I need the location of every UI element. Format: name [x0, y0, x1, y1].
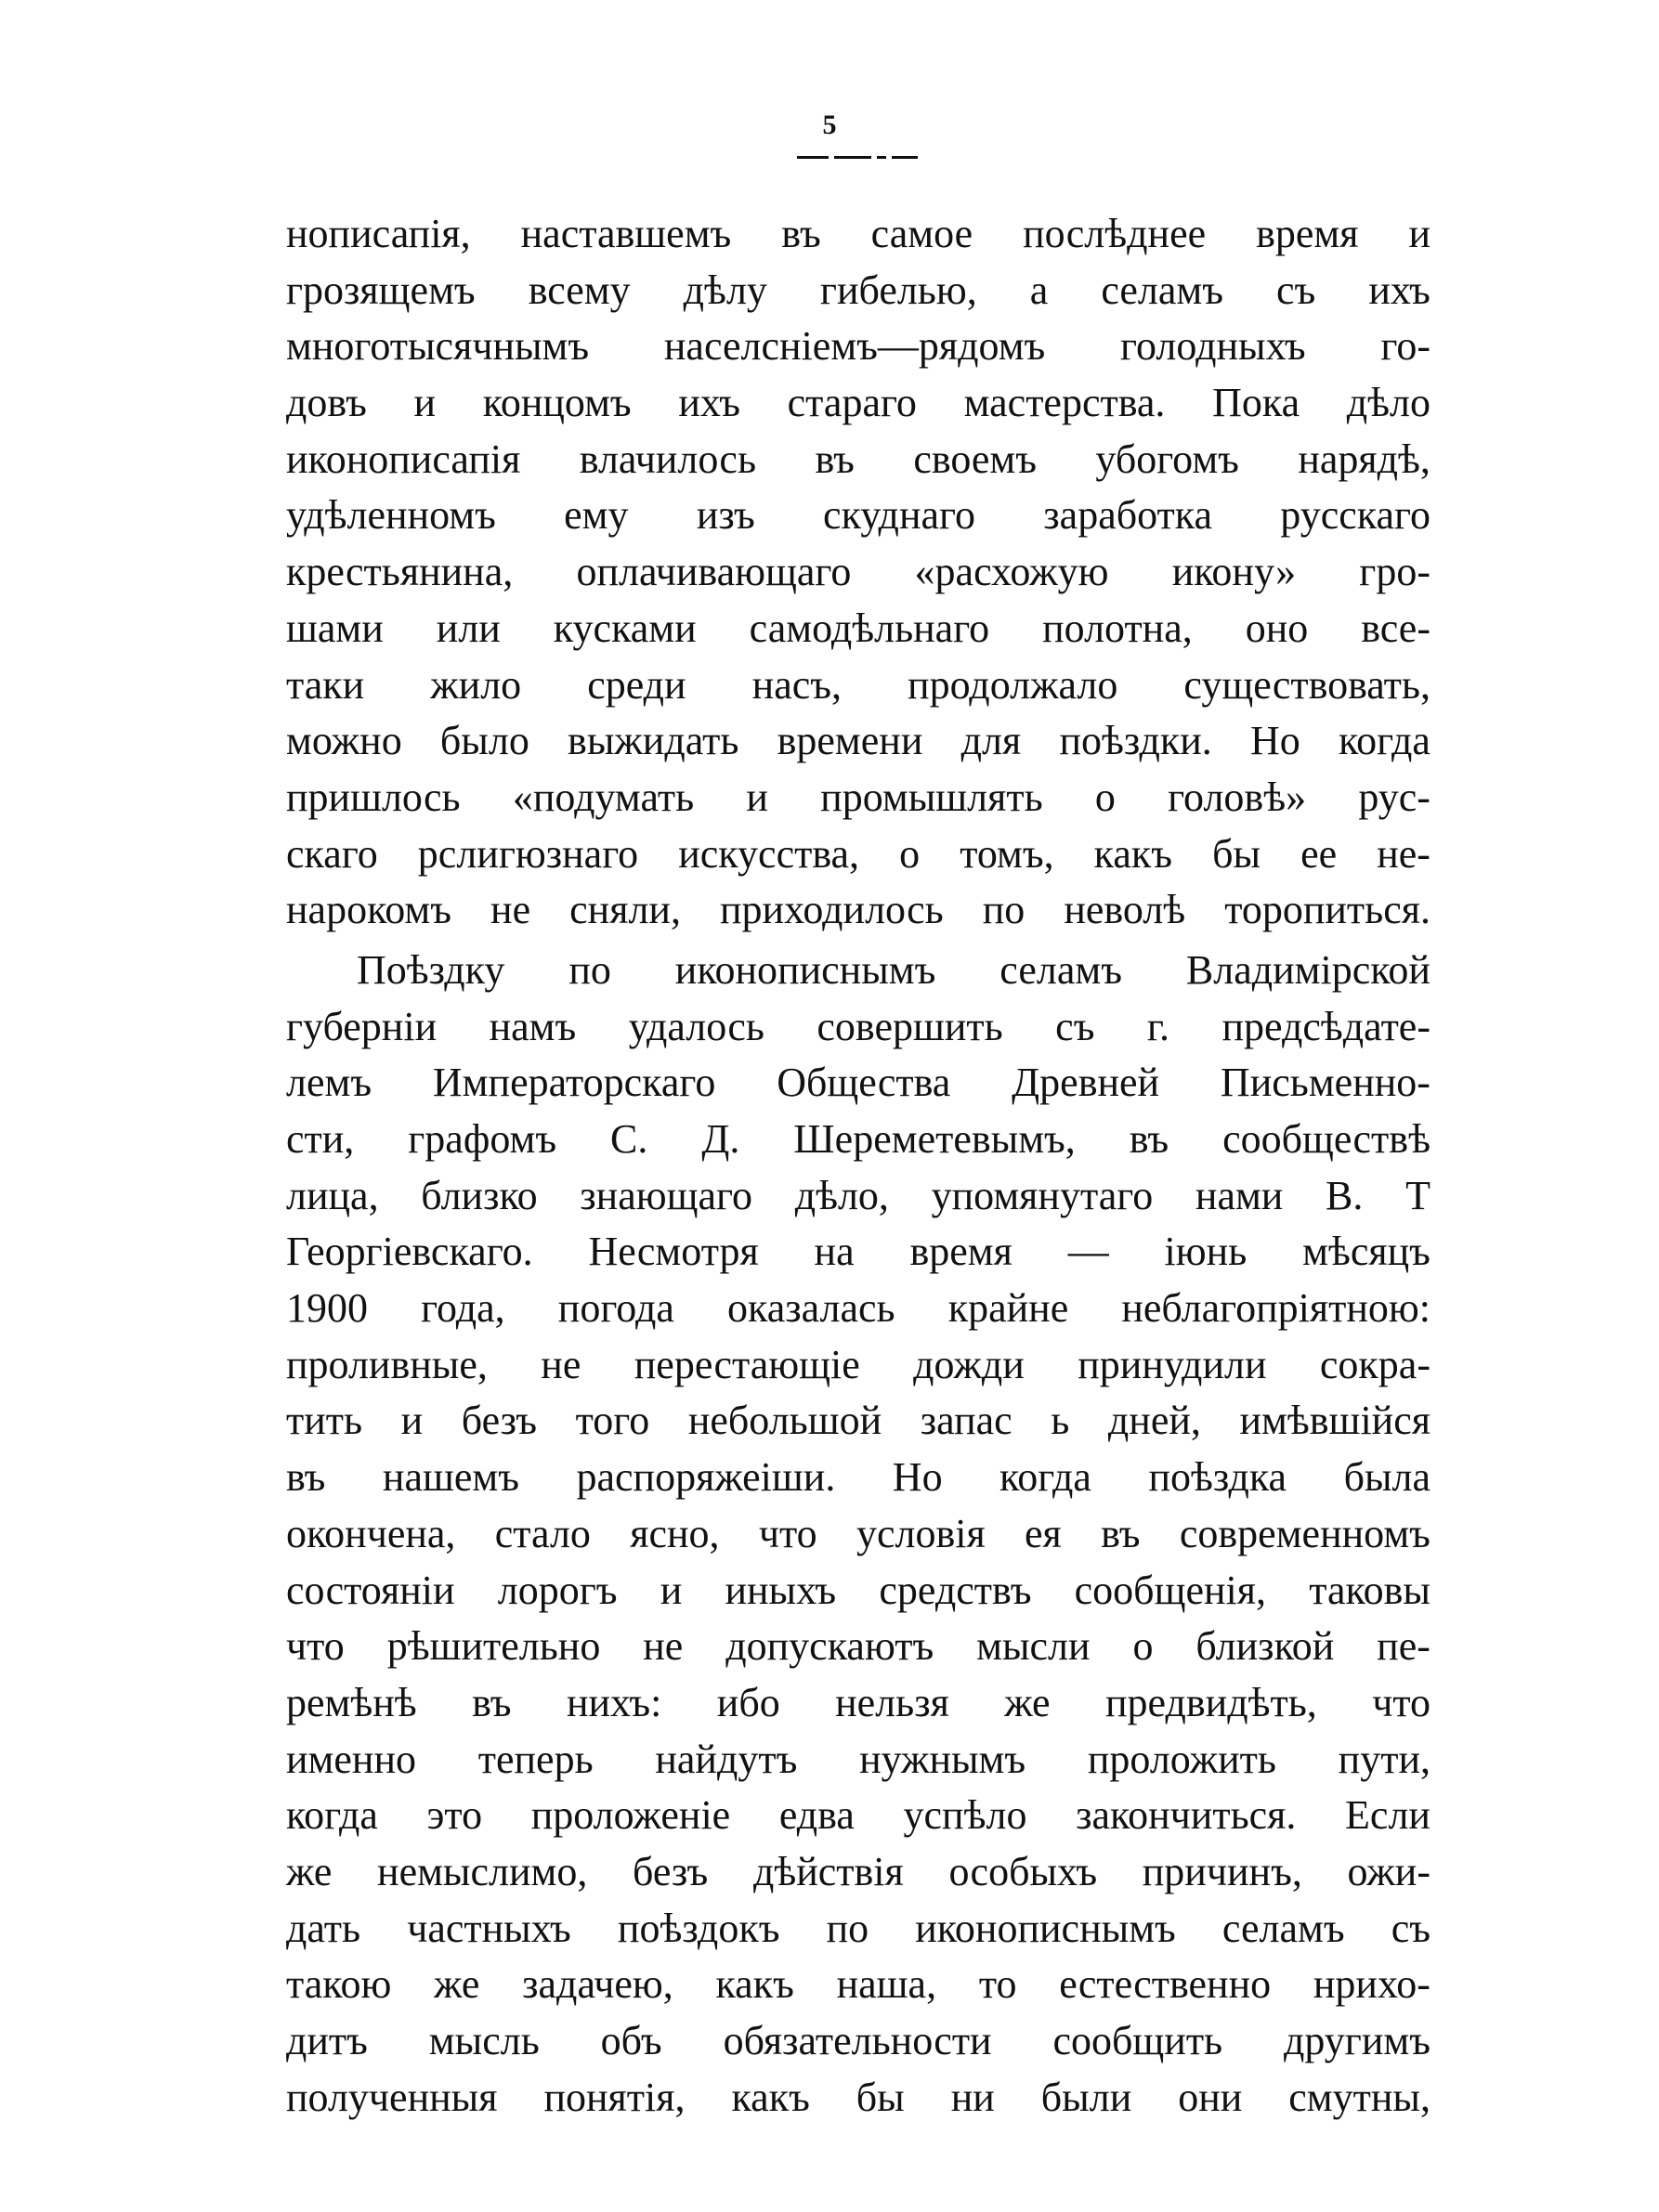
word: предсѣдате-: [1221, 1003, 1430, 1049]
word: не: [643, 1623, 684, 1670]
word: Если: [1345, 1792, 1430, 1839]
word: о: [1132, 1623, 1154, 1670]
word: въ: [815, 436, 855, 482]
word: лица,: [286, 1172, 379, 1218]
word: поѣздки.: [1059, 718, 1212, 764]
word: дѣло: [1346, 380, 1430, 426]
text-line: [286, 544, 1430, 601]
word: полученныя: [286, 2074, 498, 2120]
word: проложить: [1087, 1736, 1276, 1782]
word: ясно,: [630, 1510, 720, 1556]
word: мысли: [976, 1623, 1091, 1670]
word: не-: [1377, 830, 1430, 877]
word: можно: [286, 718, 402, 764]
word: гро-: [1359, 549, 1430, 595]
text-line: [286, 1450, 1430, 1506]
word: средствъ: [879, 1567, 1032, 1613]
word: состояніи: [286, 1567, 455, 1613]
word: таковы: [1309, 1567, 1430, 1613]
word: ему: [564, 492, 629, 539]
word: въ: [781, 211, 821, 256]
word: же: [434, 1961, 480, 2008]
word: о: [1094, 774, 1116, 820]
text-line: [286, 1506, 1430, 1563]
text-line: [286, 1112, 1430, 1168]
word: о: [899, 830, 921, 877]
word: скуднаго: [823, 492, 975, 539]
word: нужнымъ: [859, 1736, 1026, 1782]
word: частныхъ: [407, 1905, 571, 1951]
word: смутны,: [1288, 2074, 1430, 2120]
word: сти,: [286, 1116, 355, 1162]
word: ее: [1300, 830, 1338, 877]
text-line: [286, 770, 1430, 826]
word: перестающіе: [634, 1341, 860, 1387]
word: они: [1178, 2074, 1243, 2120]
word: ихъ: [1368, 267, 1430, 313]
word: С.: [610, 1116, 648, 1162]
word: время: [909, 1229, 1012, 1275]
word: что: [1372, 1679, 1430, 1725]
word: грозящемъ: [286, 267, 476, 313]
text-line: [286, 657, 1430, 714]
word: по: [982, 887, 1025, 933]
word: сообществѣ: [1222, 1116, 1430, 1162]
word: едва: [778, 1792, 855, 1839]
word: рѣшительно: [386, 1623, 601, 1670]
word: существовать,: [1183, 661, 1430, 708]
word: Шереметевымъ,: [793, 1116, 1076, 1162]
rule-dash: [797, 156, 829, 159]
word: графомъ: [408, 1116, 557, 1162]
word: своемъ: [913, 436, 1037, 482]
word: бы: [856, 2074, 905, 2120]
word: когда: [999, 1454, 1091, 1501]
word: было: [439, 718, 529, 764]
word: сокра-: [1319, 1341, 1430, 1387]
word: когда: [286, 1792, 378, 1839]
word: дожди: [913, 1341, 1025, 1387]
word: того: [575, 1398, 650, 1444]
text-line: [286, 1844, 1430, 1901]
word: времени: [777, 718, 923, 764]
word: головѣ»: [1168, 774, 1307, 820]
word: тить: [286, 1398, 363, 1444]
word: 1900: [286, 1285, 368, 1332]
text-line: [286, 319, 1430, 375]
word: какъ: [731, 2074, 810, 2120]
word: томъ,: [960, 830, 1054, 877]
word: съ: [1276, 267, 1316, 313]
text-line: [286, 2070, 1430, 2127]
word: рслигюзнаго: [417, 830, 639, 877]
word: по: [826, 1905, 869, 1951]
word: —: [1067, 1229, 1109, 1275]
word: лемъ: [286, 1060, 372, 1106]
word: были: [1040, 2074, 1132, 2120]
word: погода: [557, 1285, 674, 1332]
word: сняли,: [569, 887, 681, 933]
word: Общества: [777, 1060, 951, 1106]
word: русскаго: [1280, 492, 1430, 539]
word: ихъ: [678, 380, 740, 426]
word: ея: [1025, 1510, 1062, 1556]
text-line: [286, 1957, 1430, 2013]
word: приходилось: [719, 887, 944, 933]
word: населсніемъ—рядомъ: [663, 323, 1046, 370]
word: ни: [950, 2074, 995, 2120]
word: знающаго: [580, 1172, 752, 1218]
word: Владимірской: [1185, 946, 1430, 993]
word: таки: [286, 661, 365, 708]
word: г.: [1146, 1003, 1170, 1049]
word: имѣвшійся: [1239, 1398, 1430, 1444]
word: какъ: [715, 1961, 794, 2008]
word: это: [426, 1792, 483, 1839]
word: Императорскаго: [432, 1060, 716, 1106]
word: запас: [920, 1398, 1012, 1444]
word: современномъ: [1179, 1510, 1430, 1556]
word: обязательности: [723, 2018, 992, 2063]
word: и: [1408, 211, 1430, 256]
word: заработка: [1043, 492, 1212, 539]
paragraph-2: [286, 943, 1430, 2126]
word: среди: [587, 661, 686, 708]
word: удалось: [628, 1003, 764, 1049]
text-line: [286, 1732, 1430, 1789]
word: по: [568, 946, 611, 993]
word: Несмотря: [588, 1229, 759, 1275]
word: скаго: [286, 830, 378, 877]
word: не: [541, 1341, 581, 1387]
word: въ: [1129, 1116, 1169, 1162]
word: съ: [1391, 1905, 1430, 1951]
word: была: [1343, 1454, 1430, 1501]
text-line: [286, 826, 1430, 883]
text-line: [286, 1619, 1430, 1675]
word: или: [436, 605, 501, 651]
word: иныхъ: [725, 1567, 837, 1613]
word: причинъ,: [1142, 1848, 1302, 1894]
word: ь: [1051, 1398, 1070, 1444]
word: промышлять: [820, 774, 1043, 820]
text-line: [286, 882, 1430, 939]
word: оплачивающаго: [576, 549, 852, 595]
word: оказалась: [727, 1285, 895, 1332]
word: дать: [286, 1905, 361, 1951]
word: то: [978, 1961, 1017, 2008]
word: теперь: [477, 1736, 594, 1782]
word: «расхожую: [914, 549, 1109, 595]
word: упомянутаго: [931, 1172, 1154, 1218]
word: же: [286, 1848, 333, 1894]
word: нарядѣ,: [1298, 436, 1430, 482]
word: мысль: [428, 2018, 540, 2063]
word: на: [814, 1229, 855, 1275]
text-line: [286, 2013, 1430, 2070]
word: Древней: [1012, 1060, 1160, 1106]
word: безъ: [461, 1398, 538, 1444]
text-line: [286, 263, 1430, 319]
word: гибелью,: [819, 267, 977, 313]
word: найдутъ: [655, 1736, 798, 1782]
word: понятія,: [543, 2074, 686, 2120]
word: ибо: [716, 1679, 780, 1725]
word: совершить: [816, 1003, 1003, 1049]
text-line: [286, 1901, 1430, 1958]
word: и: [746, 774, 768, 820]
word: такою: [286, 1961, 392, 2008]
word: икону»: [1171, 549, 1297, 595]
text-line: [286, 1168, 1430, 1225]
word: же: [1004, 1679, 1051, 1725]
word: «подумать: [512, 774, 695, 820]
word: убогомъ: [1095, 436, 1239, 482]
word: Т: [1405, 1172, 1430, 1218]
text-line: [286, 1788, 1430, 1844]
word: В.: [1326, 1172, 1364, 1218]
word: мѣсяцъ: [1302, 1229, 1430, 1275]
text-line: [286, 1224, 1430, 1281]
word: безъ: [633, 1848, 709, 1894]
word: іюнь: [1164, 1229, 1248, 1275]
word: ожи-: [1347, 1848, 1430, 1894]
word: успѣло: [903, 1792, 1027, 1839]
text-line: [286, 375, 1430, 432]
word: предвидѣть,: [1105, 1679, 1317, 1725]
word: Д.: [701, 1116, 740, 1162]
word: пришлось: [286, 774, 461, 820]
word: въ: [1101, 1510, 1141, 1556]
word: концомъ: [482, 380, 632, 426]
word: иконописапія: [286, 436, 521, 482]
word: условія: [856, 1510, 986, 1556]
body-text: [286, 206, 1430, 2126]
word: поѣздокъ: [617, 1905, 780, 1951]
word: проложеніе: [530, 1792, 731, 1839]
word: изъ: [696, 492, 755, 539]
word: какъ: [1093, 830, 1173, 877]
text-line: [286, 1563, 1430, 1620]
text-line: [286, 713, 1430, 770]
word: нашемъ: [382, 1454, 519, 1501]
word: допускаютъ: [725, 1623, 934, 1670]
text-line: [286, 488, 1430, 544]
word: крестьянина,: [286, 549, 514, 595]
word: и: [413, 380, 437, 426]
word: неволѣ: [1064, 887, 1186, 933]
word: что: [286, 1623, 345, 1670]
word: рус-: [1358, 774, 1430, 820]
word: принудили: [1078, 1341, 1267, 1387]
word: губерніи: [286, 1003, 438, 1049]
word: наша,: [836, 1961, 937, 2008]
word: дитъ: [286, 2018, 368, 2063]
word: го-: [1380, 323, 1430, 370]
rule-dash: [834, 156, 871, 159]
word: Но: [892, 1454, 943, 1501]
text-line: [286, 1675, 1430, 1732]
word: и: [660, 1567, 683, 1613]
word: Пока: [1212, 380, 1300, 426]
text-line: [286, 432, 1430, 488]
word: шами: [286, 605, 384, 651]
word: нарокомъ: [286, 887, 451, 933]
word: послѣднее: [1023, 211, 1207, 256]
word: селамъ: [1101, 267, 1223, 313]
word: стало: [494, 1510, 591, 1556]
word: и: [400, 1398, 424, 1444]
word: когда: [1339, 718, 1430, 764]
word: съ: [1055, 1003, 1095, 1049]
word: задачею,: [522, 1961, 673, 2008]
word: самое: [870, 211, 973, 256]
word: многотысячнымъ: [286, 323, 590, 370]
word: близко: [421, 1172, 538, 1218]
word: поѣздка: [1148, 1454, 1287, 1501]
word: удѣленномъ: [286, 492, 496, 539]
word: пе-: [1377, 1623, 1430, 1670]
word: въ: [286, 1454, 326, 1501]
word: естественно: [1059, 1961, 1272, 2008]
word: сообщить: [1052, 2018, 1223, 2063]
word: продолжало: [908, 661, 1118, 708]
word: небольшой: [687, 1398, 882, 1444]
word: торопиться.: [1224, 887, 1430, 933]
word: выжидать: [568, 718, 739, 764]
word: иконописнымъ: [674, 946, 936, 993]
word: пути,: [1338, 1736, 1430, 1782]
word: дѣлу: [683, 267, 767, 313]
word: дней,: [1107, 1398, 1201, 1444]
text-line: [286, 206, 1430, 263]
word: нельзя: [835, 1679, 949, 1725]
word: кусками: [553, 605, 697, 651]
text-line: [286, 999, 1430, 1056]
word: довъ: [286, 380, 367, 426]
word: Но: [1250, 718, 1300, 764]
word: стараго: [787, 380, 917, 426]
text-line: [286, 1055, 1430, 1112]
word: самодѣльнаго: [749, 605, 990, 651]
text-line: [286, 601, 1430, 657]
word: проливные,: [286, 1341, 488, 1387]
word: лорогъ: [497, 1567, 618, 1613]
word: закончиться.: [1076, 1792, 1297, 1839]
word: окончена,: [286, 1510, 456, 1556]
word: все-: [1361, 605, 1430, 651]
word: селамъ: [999, 946, 1122, 993]
word: всему: [528, 267, 631, 313]
word: что: [758, 1510, 817, 1556]
word: жило: [430, 661, 522, 708]
word: въ: [472, 1679, 512, 1725]
word: бы: [1212, 830, 1261, 877]
word: другимъ: [1283, 2018, 1430, 2063]
word: нихъ:: [566, 1679, 662, 1725]
word: особыхъ: [948, 1848, 1098, 1894]
word: не: [490, 887, 531, 933]
word: Георгіевскаго.: [286, 1229, 533, 1275]
word: нрихо-: [1313, 1961, 1430, 2008]
paragraph-1: [286, 206, 1430, 939]
page-number: 5: [822, 110, 837, 140]
word: крайне: [947, 1285, 1069, 1332]
word: близкой: [1195, 1623, 1335, 1670]
word: ремѣнѣ: [286, 1679, 417, 1725]
word: нами: [1195, 1172, 1284, 1218]
word: Письменно-: [1220, 1060, 1430, 1106]
word: именно: [286, 1736, 417, 1782]
page-number-rule: [797, 156, 918, 159]
word: нописапія,: [286, 211, 471, 256]
word: дѣло,: [794, 1172, 889, 1218]
word: наставшемъ: [520, 211, 732, 256]
word: для: [960, 718, 1022, 764]
word: дѣйствія: [752, 1848, 904, 1894]
rule-dash: [877, 156, 886, 159]
word: распоряжеіши.: [576, 1454, 836, 1501]
rule-dash: [892, 156, 918, 159]
text-line: [286, 1337, 1430, 1394]
text-line: [286, 1281, 1430, 1337]
word: полотна,: [1042, 605, 1193, 651]
word: года,: [421, 1285, 505, 1332]
word: насъ,: [751, 661, 842, 708]
word: селамъ: [1221, 1905, 1345, 1951]
word: голодныхъ: [1120, 323, 1306, 370]
word: намъ: [489, 1003, 577, 1049]
text-line: [286, 1393, 1430, 1450]
word: неблагопріятною:: [1121, 1285, 1430, 1332]
word: немыслимо,: [377, 1848, 588, 1894]
word: Поѣздку: [357, 946, 505, 993]
word: иконописнымъ: [915, 1905, 1176, 1951]
word: время: [1256, 211, 1359, 256]
word: искусства,: [678, 830, 860, 877]
word: а: [1029, 267, 1049, 313]
word: мастерства.: [963, 380, 1166, 426]
word: оно: [1245, 605, 1309, 651]
word: влачилось: [579, 436, 757, 482]
word: объ: [600, 2018, 662, 2063]
text-line: [286, 943, 1430, 999]
word: сообщенія,: [1074, 1567, 1266, 1613]
